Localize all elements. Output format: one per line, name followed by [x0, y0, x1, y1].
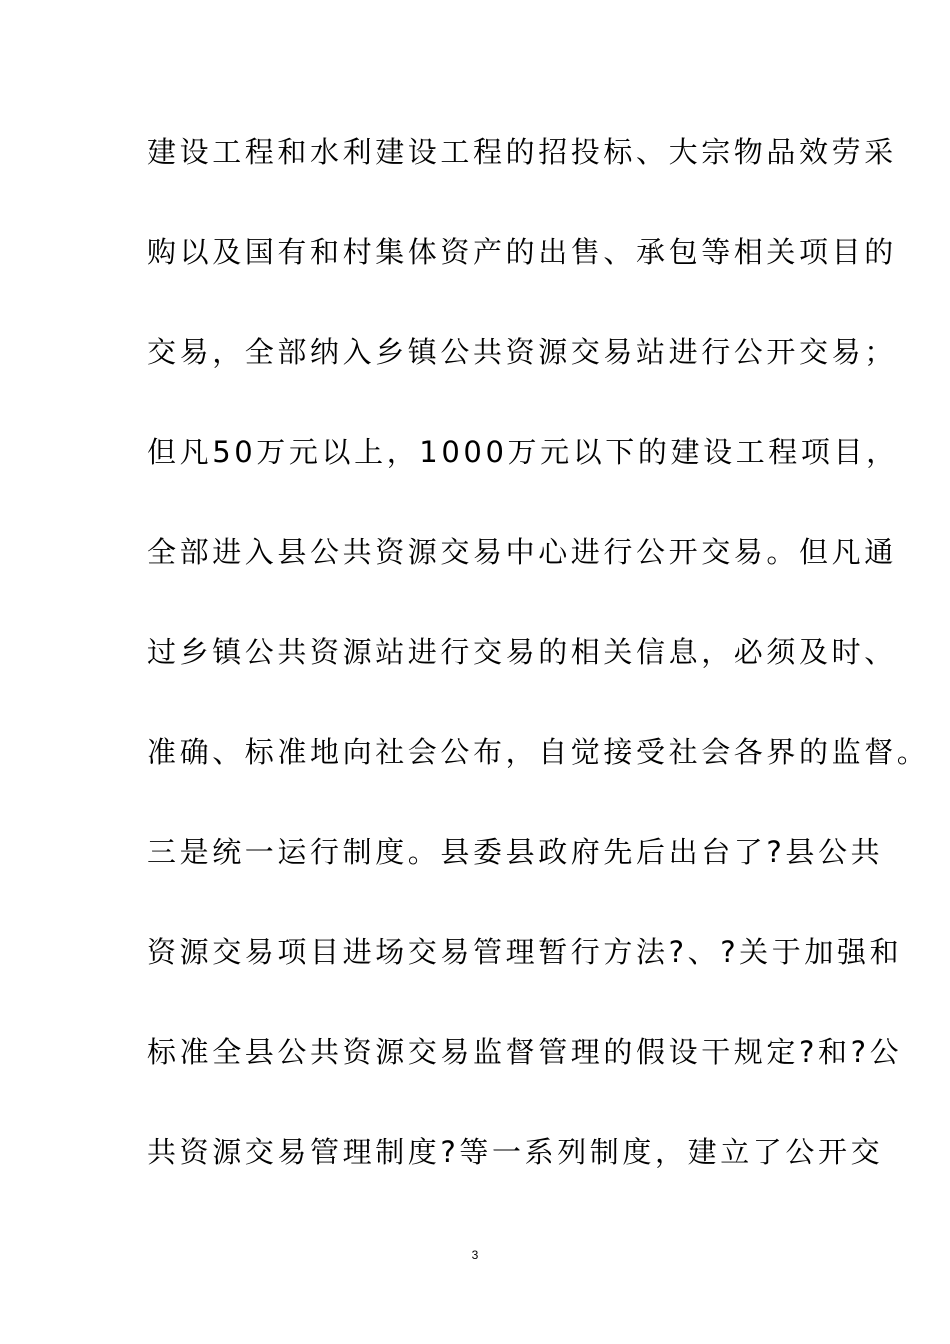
text-line: 但凡50万元以上，1000万元以下的建设工程项目， [147, 435, 899, 469]
text-line: 共资源交易管理制度?等一系列制度，建立了公开交 [147, 1135, 884, 1169]
text-line: 过乡镇公共资源站进行交易的相关信息，必须及时、 [147, 635, 897, 669]
page-number: 3 [471, 1248, 479, 1262]
text-line: 资源交易项目进场交易管理暂行方法?、?关于加强和 [147, 935, 903, 969]
text-line: 建设工程和水利建设工程的招投标、大宗物品效劳采 [147, 135, 897, 169]
text-line: 全部进入县公共资源交易中心进行公开交易。但凡通 [147, 535, 897, 569]
text-line: 三是统一运行制度。县委县政府先后出台了?县公共 [147, 835, 884, 869]
text-line: 交易，全部纳入乡镇公共资源交易站进行公开交易； [147, 335, 897, 369]
text-line: 购以及国有和村集体资产的出售、承包等相关项目的 [147, 235, 897, 269]
text-line: 准确、标准地向社会公布，自觉接受社会各界的监督。 [147, 735, 930, 769]
text-line: 标准全县公共资源交易监督管理的假设干规定?和?公 [147, 1035, 903, 1069]
